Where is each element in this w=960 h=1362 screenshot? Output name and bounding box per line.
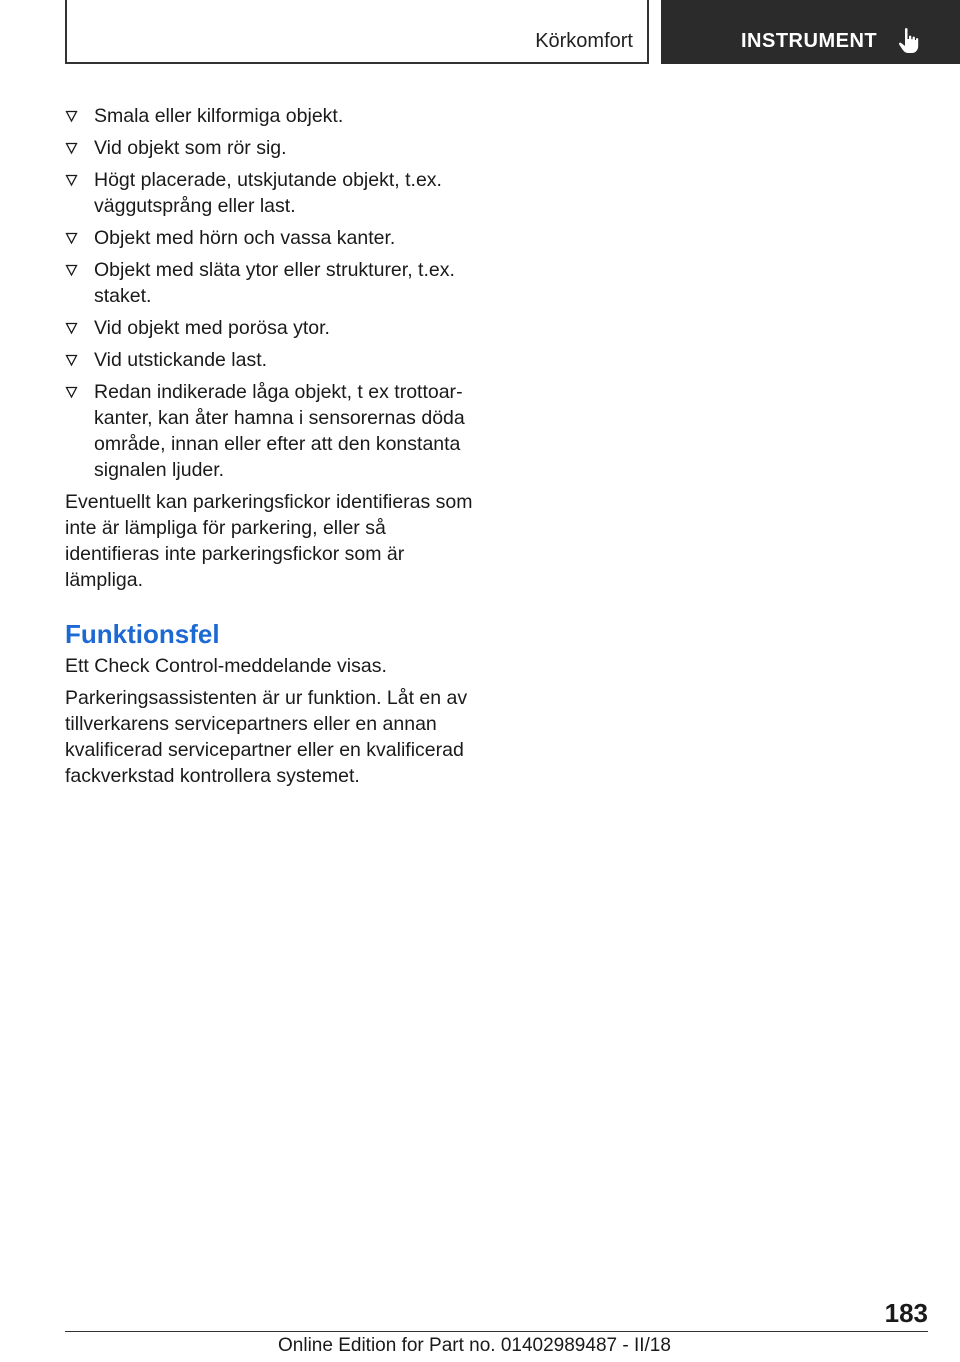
- triangle-bullet-icon: [65, 142, 78, 155]
- footer-edition-text: Online Edition for Part no. 01402989487 - II/18: [278, 1335, 671, 1356]
- list-item: [65, 347, 480, 373]
- triangle-bullet-icon: [65, 174, 78, 187]
- triangle-bullet-icon: [65, 110, 78, 123]
- triangle-bullet-icon: [65, 386, 78, 399]
- list-item-text: Objekt med hörn och vassa kanter.: [94, 227, 396, 249]
- chapter-title: INSTRUMENT: [741, 30, 878, 52]
- section-title: Körkomfort: [535, 30, 633, 52]
- main-content: [65, 103, 480, 795]
- section-paragraph: Parkeringsassistenten är ur funktion. Låt en av tillverkarens servicepartners eller en annan kvalificerad servicepartner eller en kvalificerad fackverkstad kontrollera systemet.: [65, 687, 468, 787]
- triangle-bullet-icon: [65, 354, 78, 367]
- list-item: [65, 167, 480, 219]
- header-chapter-box: [661, 0, 960, 64]
- list-item: [65, 257, 480, 309]
- list-item-text: Redan indikerade låga objekt, t ex trottoarkanter, kan åter hamna i sensorernas döda område, innan eller efter att den konstanta signalen ljuder.: [94, 381, 465, 481]
- list-item-text: Vid objekt med porösa ytor.: [94, 317, 330, 339]
- list-item: [65, 315, 480, 341]
- list-item: [65, 379, 480, 483]
- list-item-text: Vid utstickande last.: [94, 349, 268, 371]
- section-paragraph: Ett Check Control-meddelande visas.: [65, 655, 387, 677]
- list-item-text: Objekt med släta ytor eller strukturer, t.ex. staket.: [94, 259, 455, 307]
- triangle-bullet-icon: [65, 322, 78, 335]
- intro-paragraph: Eventuellt kan parkeringsfickor identifieras som inte är lämpliga för parkering, eller så identifieras inte parkeringsfickor som är lämpliga.: [65, 491, 473, 591]
- list-item: [65, 135, 480, 161]
- list-item-text: Smala eller kilformiga objekt.: [94, 105, 344, 127]
- list-item-text: Vid objekt som rör sig.: [94, 137, 287, 159]
- list-item: [65, 103, 480, 129]
- header-section-box: [65, 0, 649, 64]
- pointing-hand-icon: [897, 27, 921, 55]
- triangle-bullet-icon: [65, 232, 78, 245]
- page-number: 183: [884, 1298, 928, 1328]
- section-heading: Funktionsfel: [65, 619, 220, 649]
- triangle-bullet-icon: [65, 264, 78, 277]
- footer-divider: [65, 1331, 928, 1332]
- bullet-list: [65, 103, 480, 483]
- list-item-text: Högt placerade, utskjutande objekt, t.ex. väggutsprång eller last.: [94, 169, 442, 217]
- list-item: [65, 225, 480, 251]
